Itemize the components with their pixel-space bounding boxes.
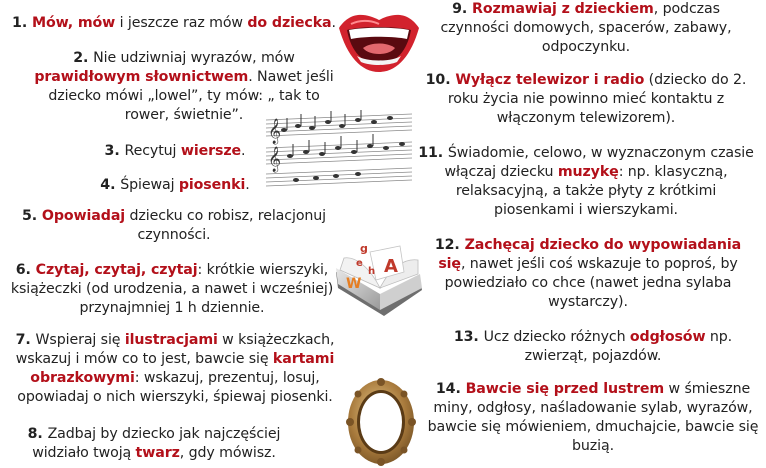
- tip-text: , gdy mówisz.: [179, 445, 276, 461]
- tip-number: 9.: [452, 1, 472, 17]
- tip-highlight: kartami obrazkowymi: [30, 351, 335, 386]
- tip-highlight: twarz: [135, 445, 180, 461]
- tip-highlight: Zachęcaj dziecko do wypowiadania się: [438, 237, 742, 272]
- tip-6: [10, 261, 334, 318]
- tip-11: [418, 144, 754, 220]
- tip-text: .: [245, 177, 250, 193]
- tip-highlight: Bawcie się przed lustrem: [465, 381, 665, 397]
- tip-highlight: Mów, mów: [31, 15, 116, 31]
- tip-text: . Nawet jeśli dziecko mówi „lowel”, ty mów: „ tak to rower, świetnie”.: [48, 69, 334, 123]
- tip-text: np. zwierząt, pojazdów.: [524, 329, 733, 364]
- tip-text: : np. klasyczną, relaksacyjną, a także płyty z krótkimi piosenkami i wierszykami.: [455, 164, 728, 218]
- svg-text:𝄞: 𝄞: [268, 119, 282, 144]
- tip-10: [418, 71, 754, 128]
- tip-text: .: [331, 15, 336, 31]
- book-letter: W: [346, 276, 362, 292]
- book-letter: A: [384, 256, 398, 277]
- tip-number: 6.: [15, 262, 36, 278]
- svg-text:𝄞: 𝄞: [268, 147, 282, 172]
- tip-highlight: Wyłącz telewizor i radio: [455, 72, 645, 88]
- tip-text: i jeszcze raz mów: [115, 15, 248, 31]
- cropped-footer-text: [620, 458, 766, 468]
- tip-text: , podczas czynności domowych, spacerów, zabawy, odpoczynku.: [440, 1, 732, 55]
- tip-text: : wskazuj, prezentuj, losuj, opowiadaj o nich wierszyki, śpiewaj piosenki.: [17, 370, 333, 405]
- tip-number: 4.: [100, 177, 121, 193]
- tip-text: Nie udziwniaj wyrazów, mów: [93, 50, 295, 66]
- tip-highlight: do dziecka: [247, 15, 332, 31]
- tip-7: [2, 331, 348, 407]
- tip-number: 10.: [425, 72, 456, 88]
- tip-highlight: Czytaj, czytaj, czytaj: [35, 262, 198, 278]
- tip-text: dziecku co robisz, relacjonuj czynności.: [125, 208, 327, 243]
- book-icon: [330, 238, 426, 328]
- tip-highlight: ilustracjami: [124, 332, 218, 348]
- book-letter: h: [368, 266, 376, 277]
- tip-3: [70, 142, 280, 161]
- mouth-icon: [337, 8, 421, 76]
- tip-number: 5.: [21, 208, 42, 224]
- tip-highlight: odgłosów: [629, 329, 706, 345]
- tip-text: w śmieszne miny, odgłosy, naśladowanie sylab, wyrazów, bawcie się mówieniem, dmuchajcie, bawcie się buzią.: [427, 381, 759, 454]
- tip-text: Ucz dziecko różnych: [483, 329, 630, 345]
- tip-highlight: prawidłowym słownictwem: [34, 69, 249, 85]
- tip-14: [420, 380, 766, 456]
- tip-number: 8.: [27, 426, 48, 442]
- tip-text: Zadbaj by dziecko jak najczęściej widziało twoją: [32, 426, 281, 461]
- tip-text: Świadomie, celowo, w wyznaczonym czasie włączaj dziecku: [444, 145, 754, 180]
- tip-13: [430, 328, 756, 366]
- book-letter: e: [356, 258, 363, 269]
- tip-text: Recytuj: [124, 143, 181, 159]
- tip-5: [4, 207, 344, 245]
- tip-text: Śpiewaj: [120, 177, 179, 193]
- tip-highlight: wiersze: [180, 143, 242, 159]
- tip-highlight: Opowiadaj: [41, 208, 126, 224]
- book-letter: g: [360, 242, 368, 255]
- tip-number: 3.: [104, 143, 125, 159]
- tip-text: w książeczkach, wskazuj i mów co to jest, bawcie się: [15, 332, 335, 367]
- tip-highlight: muzykę: [557, 164, 619, 180]
- music-notes-icon: [262, 108, 416, 190]
- tip-text: .: [241, 143, 246, 159]
- tip-number: 11.: [418, 145, 448, 161]
- tip-9: [416, 0, 756, 57]
- tip-number: 1.: [12, 15, 32, 31]
- tip-number: 13.: [453, 329, 484, 345]
- tip-12: [420, 236, 756, 312]
- tip-8: [4, 425, 304, 463]
- tip-highlight: piosenki: [178, 177, 246, 193]
- tip-number: 2.: [73, 50, 94, 66]
- tip-4: [60, 176, 290, 195]
- tip-highlight: Rozmawiaj z dzieckiem: [472, 1, 654, 17]
- tip-number: 14.: [435, 381, 466, 397]
- tip-number: 12.: [434, 237, 465, 253]
- mirror-icon: [346, 376, 416, 468]
- tip-text: (dziecko do 2. roku życia nie powinno mieć kontaktu z włączonym telewizorem).: [447, 72, 747, 126]
- tip-text: Wspieraj się: [35, 332, 125, 348]
- tip-number: 7.: [15, 332, 36, 348]
- tip-text: , nawet jeśli coś wskazuje to poproś, by powiedziało co chce (nawet jedna sylaba wystarczy).: [444, 256, 738, 310]
- tip-text: : krótkie wierszyki, książeczki (od urodzenia, a nawet i wcześniej) przynajmniej 1 h dziennie.: [10, 262, 334, 316]
- tip-1: [4, 14, 344, 33]
